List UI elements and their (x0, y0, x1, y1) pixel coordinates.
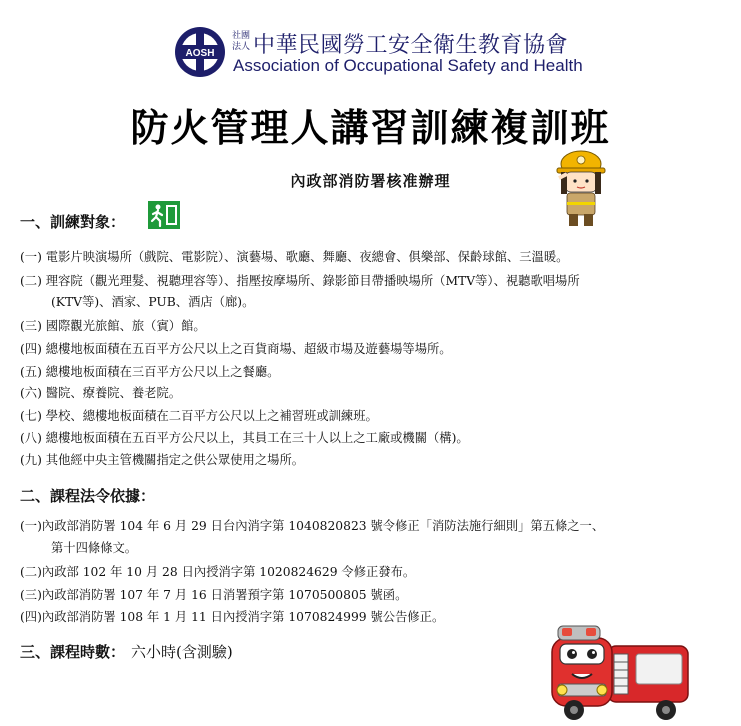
section2-heading: 二、課程法令依據： (20, 487, 156, 505)
target-item-6: (六) 醫院、療養院、養老院。 (20, 386, 182, 400)
org-name-zh: 中華民國勞工安全衛生教育協會 (253, 33, 569, 58)
law-item-1: (一)內政部消防署 104 年 6 月 29 日台內消字第 1040820823 號令修正「消防法施行細則」第五條之一、 (20, 519, 605, 533)
logo-text: AOSH (185, 48, 215, 59)
target-item-2-continued: (KTV等)、酒家、PUB、酒店（廊)。 (51, 295, 255, 309)
org-name-en: Association of Occupational Safety and Health (233, 56, 583, 75)
section3-heading-label: 三、課程時數： (20, 643, 126, 661)
law-item-4: (四)內政部消防署 108 年 1 月 11 日內授消字第 1070824999 號公告修正。 (20, 610, 445, 624)
fire-truck-illustration (548, 624, 698, 722)
firefighter-illustration (551, 148, 611, 228)
target-item-7: (七) 學校、總樓地板面積在二百平方公尺以上之補習班或訓練班。 (20, 409, 378, 423)
law-item-3: (三)內政部消防署 107 年 7 月 16 日消署預字第 1070500805 號函。 (20, 588, 408, 602)
section1-heading: 一、訓練對象： (20, 213, 126, 231)
emergency-exit-icon (148, 201, 180, 229)
target-item-8: (八) 總樓地板面積在五百平方公尺以上，其員工在三十人以上之工廠或機關（構)。 (20, 431, 469, 445)
section3-heading (20, 641, 233, 662)
target-item-1: (一) 電影片映演場所（戲院、電影院）、演藝場、歌廳、舞廳、夜總會、俱樂部、保齡球館、三溫暖。 (20, 250, 569, 264)
target-item-5: (五) 總樓地板面積在三百平方公尺以上之餐廳。 (20, 365, 280, 379)
law-item-1-continued: 第十四條條文。 (51, 541, 138, 555)
page-subtitle: 內政部消防署核准辦理 (290, 172, 451, 190)
target-item-9: (九) 其他經中央主管機關指定之供公眾使用之場所。 (20, 453, 305, 467)
law-item-2: (二)內政部 102 年 10 月 28 日內授消字第 1020824629 令修正發布。 (20, 565, 416, 579)
target-item-2: (二) 理容院（觀光理髮、視聽理容等）、指壓按摩場所、錄影節目帶播映場所（MTV等）、視聽歌唱場所 (20, 274, 580, 288)
org-type-label: 社團法人 (232, 31, 251, 52)
course-hours-value: 六小時(含測驗) (131, 643, 233, 661)
target-item-3: (三) 國際觀光旅館、旅（賓）館。 (20, 319, 206, 333)
aosh-logo (174, 26, 226, 78)
page-title: 防火管理人講習訓練複訓班 (130, 106, 611, 150)
target-item-4: (四) 總樓地板面積在五百平方公尺以上之百貨商場、超級市場及遊藝場等場所。 (20, 342, 452, 356)
